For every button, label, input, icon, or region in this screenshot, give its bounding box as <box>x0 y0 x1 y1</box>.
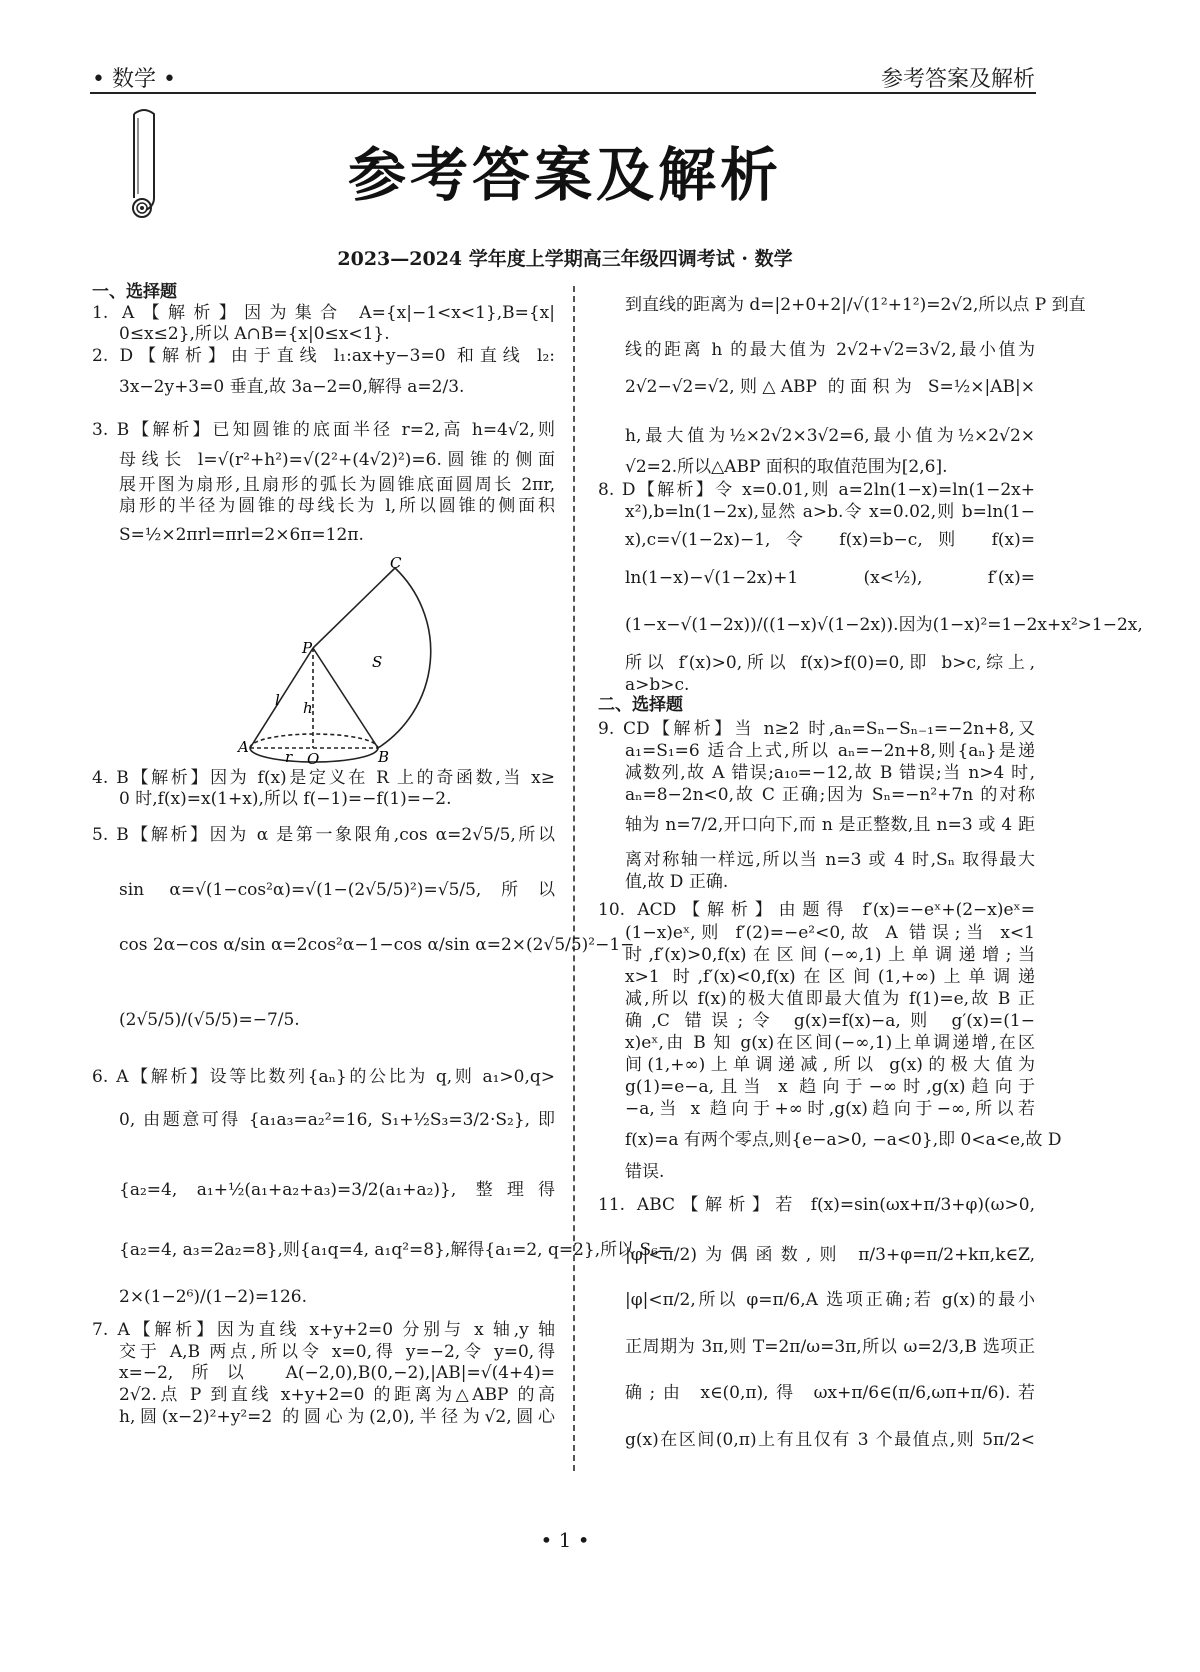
text-line: √2=2.所以△ABP 面积的取值范围为[2,6]. <box>625 457 948 477</box>
text-line: h,最大值为½×2√2×3√2=6,最小值为½×2√2× <box>625 426 1035 446</box>
section-heading: 二、选择题 <box>598 695 683 715</box>
text-line: 0, 由题意可得 {a₁a₃=a₂²=16, S₁+½S₃=3/2·S₂}, 即 <box>119 1110 555 1130</box>
page-title: 参考答案及解析 <box>347 141 782 209</box>
label-s: S <box>372 653 383 671</box>
text-line: |φ|<π/2)为偶函数,则 π/3+φ=π/2+kπ,k∈Z, <box>625 1245 1035 1265</box>
label-b: B <box>378 748 390 766</box>
text-line: (1−x)eˣ,则 f′(2)=−e²<0,故 A 错误;当 x<1 <box>625 923 1035 943</box>
text-line: 2√2−√2=√2,则△ABP 的面积为 S=½×|AB|× <box>625 377 1035 397</box>
text-line: 2√2.点 P 到直线 x+y+2=0 的距离为△ABP 的高 <box>119 1385 555 1405</box>
label-a: A <box>238 738 249 756</box>
text-line: 展开图为扇形,且扇形的弧长为圆锥底面圆周长 2πr, <box>119 475 555 495</box>
text-line: h,圆(x−2)²+y²=2 的圆心为(2,0),半径为√2,圆心 <box>119 1407 555 1427</box>
header-right-title: 参考答案及解析 <box>880 67 1035 92</box>
text-line: 11. ABC【解析】若 f(x)=sin(ωx+π/3+φ)(ω>0, <box>598 1195 1035 1215</box>
text-line: a₁=S₁=6 适合上式,所以 aₙ=−2n+8,则{aₙ}是递 <box>625 741 1035 761</box>
label-l: l <box>275 691 280 709</box>
text-line: x),c=√(1−2x)−1,令 f(x)=b−c,则 f(x)= <box>625 530 1035 550</box>
text-line: 9. CD【解析】当 n≥2 时,aₙ=Sₙ−Sₙ₋₁=−2n+8,又 <box>598 719 1035 739</box>
text-line: 减数列,故 A 错误;a₁₀=−12,故 B 错误;当 n>4 时, <box>625 763 1035 783</box>
text-line: 正周期为 3π,则 T=2π/ω=3π,所以 ω=2/3,B 选项正 <box>625 1337 1035 1357</box>
text-line: 扇形的半径为圆锥的母线长为 l,所以圆锥的侧面积 <box>119 496 555 516</box>
text-line: 2×(1−2⁶)/(1−2)=126. <box>119 1287 307 1307</box>
text-line: x=−2,所以 A(−2,0),B(0,−2),|AB|=√(4+4)= <box>119 1363 555 1383</box>
text-line: sin α=√(1−cos²α)=√(1−(2√5/5)²)=√5/5,所以 <box>119 880 555 900</box>
text-line: aₙ=8−2n<0,故 C 正确;因为 Sₙ=−n²+7n 的对称 <box>625 785 1035 805</box>
text-line: g(x)在区间(0,π)上有且仅有 3 个最值点,则 5π/2< <box>625 1430 1035 1450</box>
text-line: 3x−2y+3=0 垂直,故 3a−2=0,解得 a=2/3. <box>119 377 465 397</box>
label-r: r <box>285 748 293 766</box>
label-p: P <box>302 639 313 657</box>
text-line: 5. B【解析】因为 α 是第一象限角,cos α=2√5/5,所以 <box>92 825 555 845</box>
text-line: 线的距离 h 的最大值为 2√2+√2=3√2,最小值为 <box>625 340 1035 360</box>
text-line: 1. A【解析】因为集合 A={x|−1<x<1},B={x| <box>92 303 555 323</box>
text-line: 0 时,f(x)=x(1+x),所以 f(−1)=−f(1)=−2. <box>119 789 452 809</box>
section-heading: 一、选择题 <box>92 282 177 302</box>
text-line: 错误. <box>625 1162 665 1182</box>
text-line: {a₂=4, a₃=2a₂=8},则{a₁q=4, a₁q²=8},解得{a₁=2, q=2},所以 S₆= <box>119 1240 673 1260</box>
text-line: x²),b=ln(1−2x),显然 a>b.令 x=0.02,则 b=ln(1− <box>625 502 1035 522</box>
text-line: 6. A【解析】设等比数列{aₙ}的公比为 q,则 a₁>0,q> <box>92 1067 555 1087</box>
exam-subtitle: 2023—2024 学年度上学期高三年级四调考试 · 数学 <box>337 248 793 270</box>
text-line: |φ|<π/2,所以 φ=π/6,A 选项正确;若 g(x)的最小 <box>625 1290 1035 1310</box>
text-line: S=½×2πrl=πrl=2×6π=12π. <box>119 525 364 545</box>
text-line: 交于 A,B 两点,所以令 x=0,得 y=−2,令 y=0,得 <box>119 1342 555 1362</box>
label-h: h <box>303 699 313 717</box>
text-line: 3. B【解析】已知圆锥的底面半径 r=2,高 h=4√2,则 <box>92 420 555 440</box>
text-line: 间(1,+∞)上单调递减,所以 g(x)的极大值为 <box>625 1055 1035 1075</box>
text-line: 到直线的距离为 d=|2+0+2|/√(1²+1²)=2√2,所以点 P 到直 <box>625 295 1086 315</box>
text-line: 0≤x≤2},所以 A∩B={x|0≤x<1}. <box>119 324 390 344</box>
text-line: 4. B【解析】因为 f(x)是定义在 R 上的奇函数,当 x≥ <box>92 768 555 788</box>
label-c: C <box>390 554 402 572</box>
text-line: x)eˣ,由 B 知 g(x)在区间(−∞,1)上单调递增,在区 <box>625 1033 1035 1053</box>
text-line: 确,C 错误;令 g(x)=f(x)−a,则 g′(x)=(1− <box>625 1011 1035 1031</box>
text-line: ln(1−x)−√(1−2x)+1 (x<½), f′(x)= <box>625 568 1035 588</box>
text-line: f(x)=a 有两个零点,则{e−a>0, −a<0},即 0<a<e,故 D <box>625 1130 1062 1150</box>
page-number: • 1 • <box>540 1528 590 1552</box>
text-line: (2√5/5)/(√5/5)=−7/5. <box>119 1010 300 1030</box>
text-line: 所以 f′(x)>0,所以 f(x)>f(0)=0,即 b>c,综上, <box>625 653 1035 673</box>
text-line: cos 2α−cos α/sin α=2cos²α−1−cos α/sin α=2×(2√5/5)²−1− <box>119 935 635 955</box>
text-line: g(1)=e−a,且当 x 趋向于−∞时,g(x)趋向于 <box>625 1077 1035 1097</box>
text-line: (1−x−√(1−2x))/((1−x)√(1−2x)).因为(1−x)²=1−2x+x²>1−2x, <box>625 615 1143 635</box>
text-line: 值,故 D 正确. <box>625 872 729 892</box>
text-line: 7. A【解析】因为直线 x+y+2=0 分别与 x 轴,y 轴 <box>92 1320 555 1340</box>
text-line: 减,所以 f(x)的极大值即最大值为 f(1)=e,故 B 正 <box>625 989 1035 1009</box>
text-line: 8. D【解析】令 x=0.01,则 a=2ln(1−x)=ln(1−2x+ <box>598 480 1035 500</box>
text-line: 轴为 n=7/2,开口向下,而 n 是正整数,且 n=3 或 4 距 <box>625 815 1035 835</box>
text-line: 2. D【解析】由于直线 l₁:ax+y−3=0 和直线 l₂: <box>92 346 555 366</box>
text-line: 时,f′(x)>0,f(x)在区间(−∞,1)上单调递增;当 <box>625 945 1035 965</box>
text-line: {a₂=4, a₁+½(a₁+a₂+a₃)=3/2(a₁+a₂)}, 整理得 <box>119 1180 555 1200</box>
text-line: x>1 时,f′(x)<0,f(x)在区间(1,+∞)上单调递 <box>625 967 1035 987</box>
text-line: 母线长 l=√(r²+h²)=√(2²+(4√2)²)=6.圆锥的侧面 <box>119 450 555 470</box>
text-line: 确;由 x∈(0,π),得 ωx+π/6∈(π/6,ωπ+π/6).若 <box>625 1383 1035 1403</box>
text-line: 离对称轴一样远,所以当 n=3 或 4 时,Sₙ 取得最大 <box>625 850 1035 870</box>
text-line: a>b>c. <box>625 675 690 695</box>
text-line: −a,当 x 趋向于+∞时,g(x)趋向于−∞,所以若 <box>625 1099 1035 1119</box>
label-o: O <box>307 750 320 768</box>
text-line: 10. ACD【解析】由题得 f′(x)=−eˣ+(2−x)eˣ= <box>598 900 1035 920</box>
header-subject: • 数学 • <box>92 67 176 92</box>
